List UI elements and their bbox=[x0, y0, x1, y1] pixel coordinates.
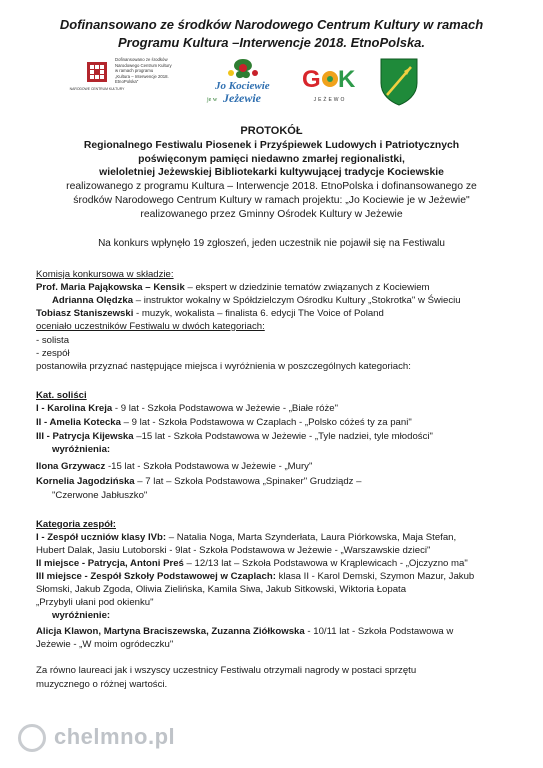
site-watermark bbox=[18, 722, 218, 758]
watermark-text: chelmno.pl bbox=[54, 724, 176, 749]
svg-text:K: K bbox=[338, 66, 356, 93]
group-distinction-1: Alicja Klawon, Martyna Braciszewska, Zuzanna Ziółkowska - 10/11 lat - Szkoła Podstawowa w bbox=[36, 626, 454, 637]
group-place-2: II miejsce - Patrycja, Antoni Preś – 12/13 lat – Szkoła Podstawowa w Krąplewicach - „Ojczyzno ma" bbox=[36, 558, 468, 569]
koc-logo-mid: je w bbox=[207, 97, 218, 103]
soloist-distinction-1: Ilona Grzywacz -15 lat - Szkoła Podstawowa w Jeżewie - „Mury" bbox=[36, 461, 313, 472]
submissions-note: Na konkurs wpłynęło 19 zgłoszeń, jeden uczestnik nie pojawił się na Festiwalu bbox=[98, 238, 445, 249]
closing-line-1: Za równo laureaci jak i wszyscy uczestnicy Festiwalu otrzymali nagrody w postaci sprzętu bbox=[36, 665, 417, 676]
soloist-place-3: III - Patrycja Kijewska –15 lat - Szkoła Podstawowa w Jeżewie - „Tyle nadziei, tyle młodości" bbox=[36, 431, 433, 442]
gok-logo-sub: JEŻEWO bbox=[313, 97, 347, 103]
title-line-5: środków Narodowego Centrum Kultury w ramach projektu: „Jo Kociewie je w Jeżewie" bbox=[73, 195, 470, 206]
closing-line-2: muzycznego o różnej wartości. bbox=[36, 679, 168, 690]
nck-funding-note: Dofinansowano ze środków Narodowego Centrum Kultury w ramach programu „Kultura – Interwencje 2018. EtnoPolska" bbox=[115, 57, 172, 85]
funding-header-line1: Dofinansowano ze środków Narodowego Centrum Kultury w ramach bbox=[59, 17, 484, 32]
jury-member-3: Tobiasz Staniszewski - muzyk, wokalista – finalista 6. edycji The Voice of Poland bbox=[36, 308, 384, 319]
soloist-place-1: I - Karolina Kreja - 9 lat - Szkoła Podstawowa w Jeżewie - „Białe róże" bbox=[36, 403, 338, 414]
title-line-1: Regionalnego Festiwalu Piosenek i Przyśpiewek Ludowych i Patriotycznych bbox=[83, 140, 460, 151]
group-distinction-heading: wyróżnienie: bbox=[52, 610, 111, 621]
title-line-2: poświęconym pamięci niedawno zmarłej regionalistki, bbox=[138, 153, 405, 165]
koc-logo-bottom: Jeżewie bbox=[223, 91, 261, 105]
jury-member-2: Adrianna Olędzka – instruktor wokalny w Spółdzielczym Ośrodku Kultury „Stokrotka" w Świeciu bbox=[52, 295, 461, 306]
soloists-heading: Kat. soliści bbox=[36, 390, 87, 401]
category-group: - zespół bbox=[36, 348, 70, 359]
title-line-3: wieloletniej Jeżewskiej Bibliotekarki kultywującej tradycje Kociewskie bbox=[99, 167, 444, 178]
gok-logo-icon bbox=[300, 57, 360, 105]
group-distinction-1-line2: Jeżewie - „W moim ogródeczku" bbox=[36, 639, 174, 650]
group-place-1: I - Zespół uczniów klasy IVb: – Natalia Noga, Marta Szynderłata, Laura Piórkowska, Maja Stefan, bbox=[36, 532, 457, 543]
title-line-6: realizowanego przez Gminny Ośrodek Kultury w Jeżewie bbox=[140, 209, 403, 220]
group-place-1-line2: Hubert Dalak, Jasiu Lutoborski - 9lat - Szkoła Podstawowa w Jeżewie - „Warszawskie dzieci" bbox=[36, 545, 431, 556]
categories-intro: oceniało uczestników Festiwalu w dwóch kategoriach: bbox=[36, 321, 265, 332]
group-place-3: III miejsce - Zespół Szkoły Podstawowej w Czaplach: klasa II - Karol Demski, Szymon Mazur, Jakub bbox=[36, 571, 475, 582]
watermark-logo-icon bbox=[18, 724, 46, 752]
coat-of-arms-icon bbox=[377, 55, 421, 107]
soloist-distinction-2: Kornelia Jagodzińska – 7 lat – Szkoła Podstawowa „Spinaker" Grudziądz – bbox=[36, 476, 362, 487]
svg-text:G: G bbox=[302, 66, 321, 93]
protocol-heading: PROTOKÓŁ bbox=[240, 125, 303, 137]
group-place-3-line2: Słomski, Jakub Zgoda, Oliwia Zielińska, Kamila Siwa, Jakub Sitkowski, Wiktoria Łopata bbox=[36, 584, 407, 595]
jury-decision: postanowiła przyznać następujące miejsca i wyróżnienia w poszczególnych kategoriach: bbox=[36, 361, 411, 372]
funding-header-line2: Programu Kultura –Interwencje 2018. EtnoPolska. bbox=[117, 35, 426, 50]
category-soloist: - solista bbox=[36, 335, 70, 346]
title-line-4: realizowanego z programu Kultura – Interwencje 2018. EtnoPolska i dofinansowanego ze bbox=[66, 181, 477, 192]
nck-caption: NARODOWE CENTRUM KULTURY bbox=[69, 87, 125, 91]
soloist-place-2: II - Amelia Kotecka – 9 lat - Szkoła Podstawowa w Czaplach - „Polsko cóżeś ty za pani" bbox=[36, 417, 412, 428]
soloist-distinctions-heading: wyróżnienia: bbox=[52, 444, 111, 455]
groups-heading: Kategoria zespół: bbox=[36, 519, 116, 530]
sponsor-logos bbox=[69, 55, 485, 110]
jury-heading: Komisja konkursowa w składzie: bbox=[36, 269, 174, 280]
soloist-distinction-2-song: "Czerwone Jabłuszko" bbox=[52, 490, 148, 501]
group-place-3-song: „Przybyli ułani pod okienku" bbox=[36, 597, 154, 608]
nck-logo-icon bbox=[69, 60, 125, 100]
koc-logo-top: Jo Kociewie bbox=[215, 80, 270, 92]
jo-kociewie-logo-icon bbox=[203, 55, 283, 107]
jury-member-1: Prof. Maria Pająkowska – Kensik – ekspert w dziedzinie tematów związanych z Kociewiem bbox=[36, 282, 430, 293]
